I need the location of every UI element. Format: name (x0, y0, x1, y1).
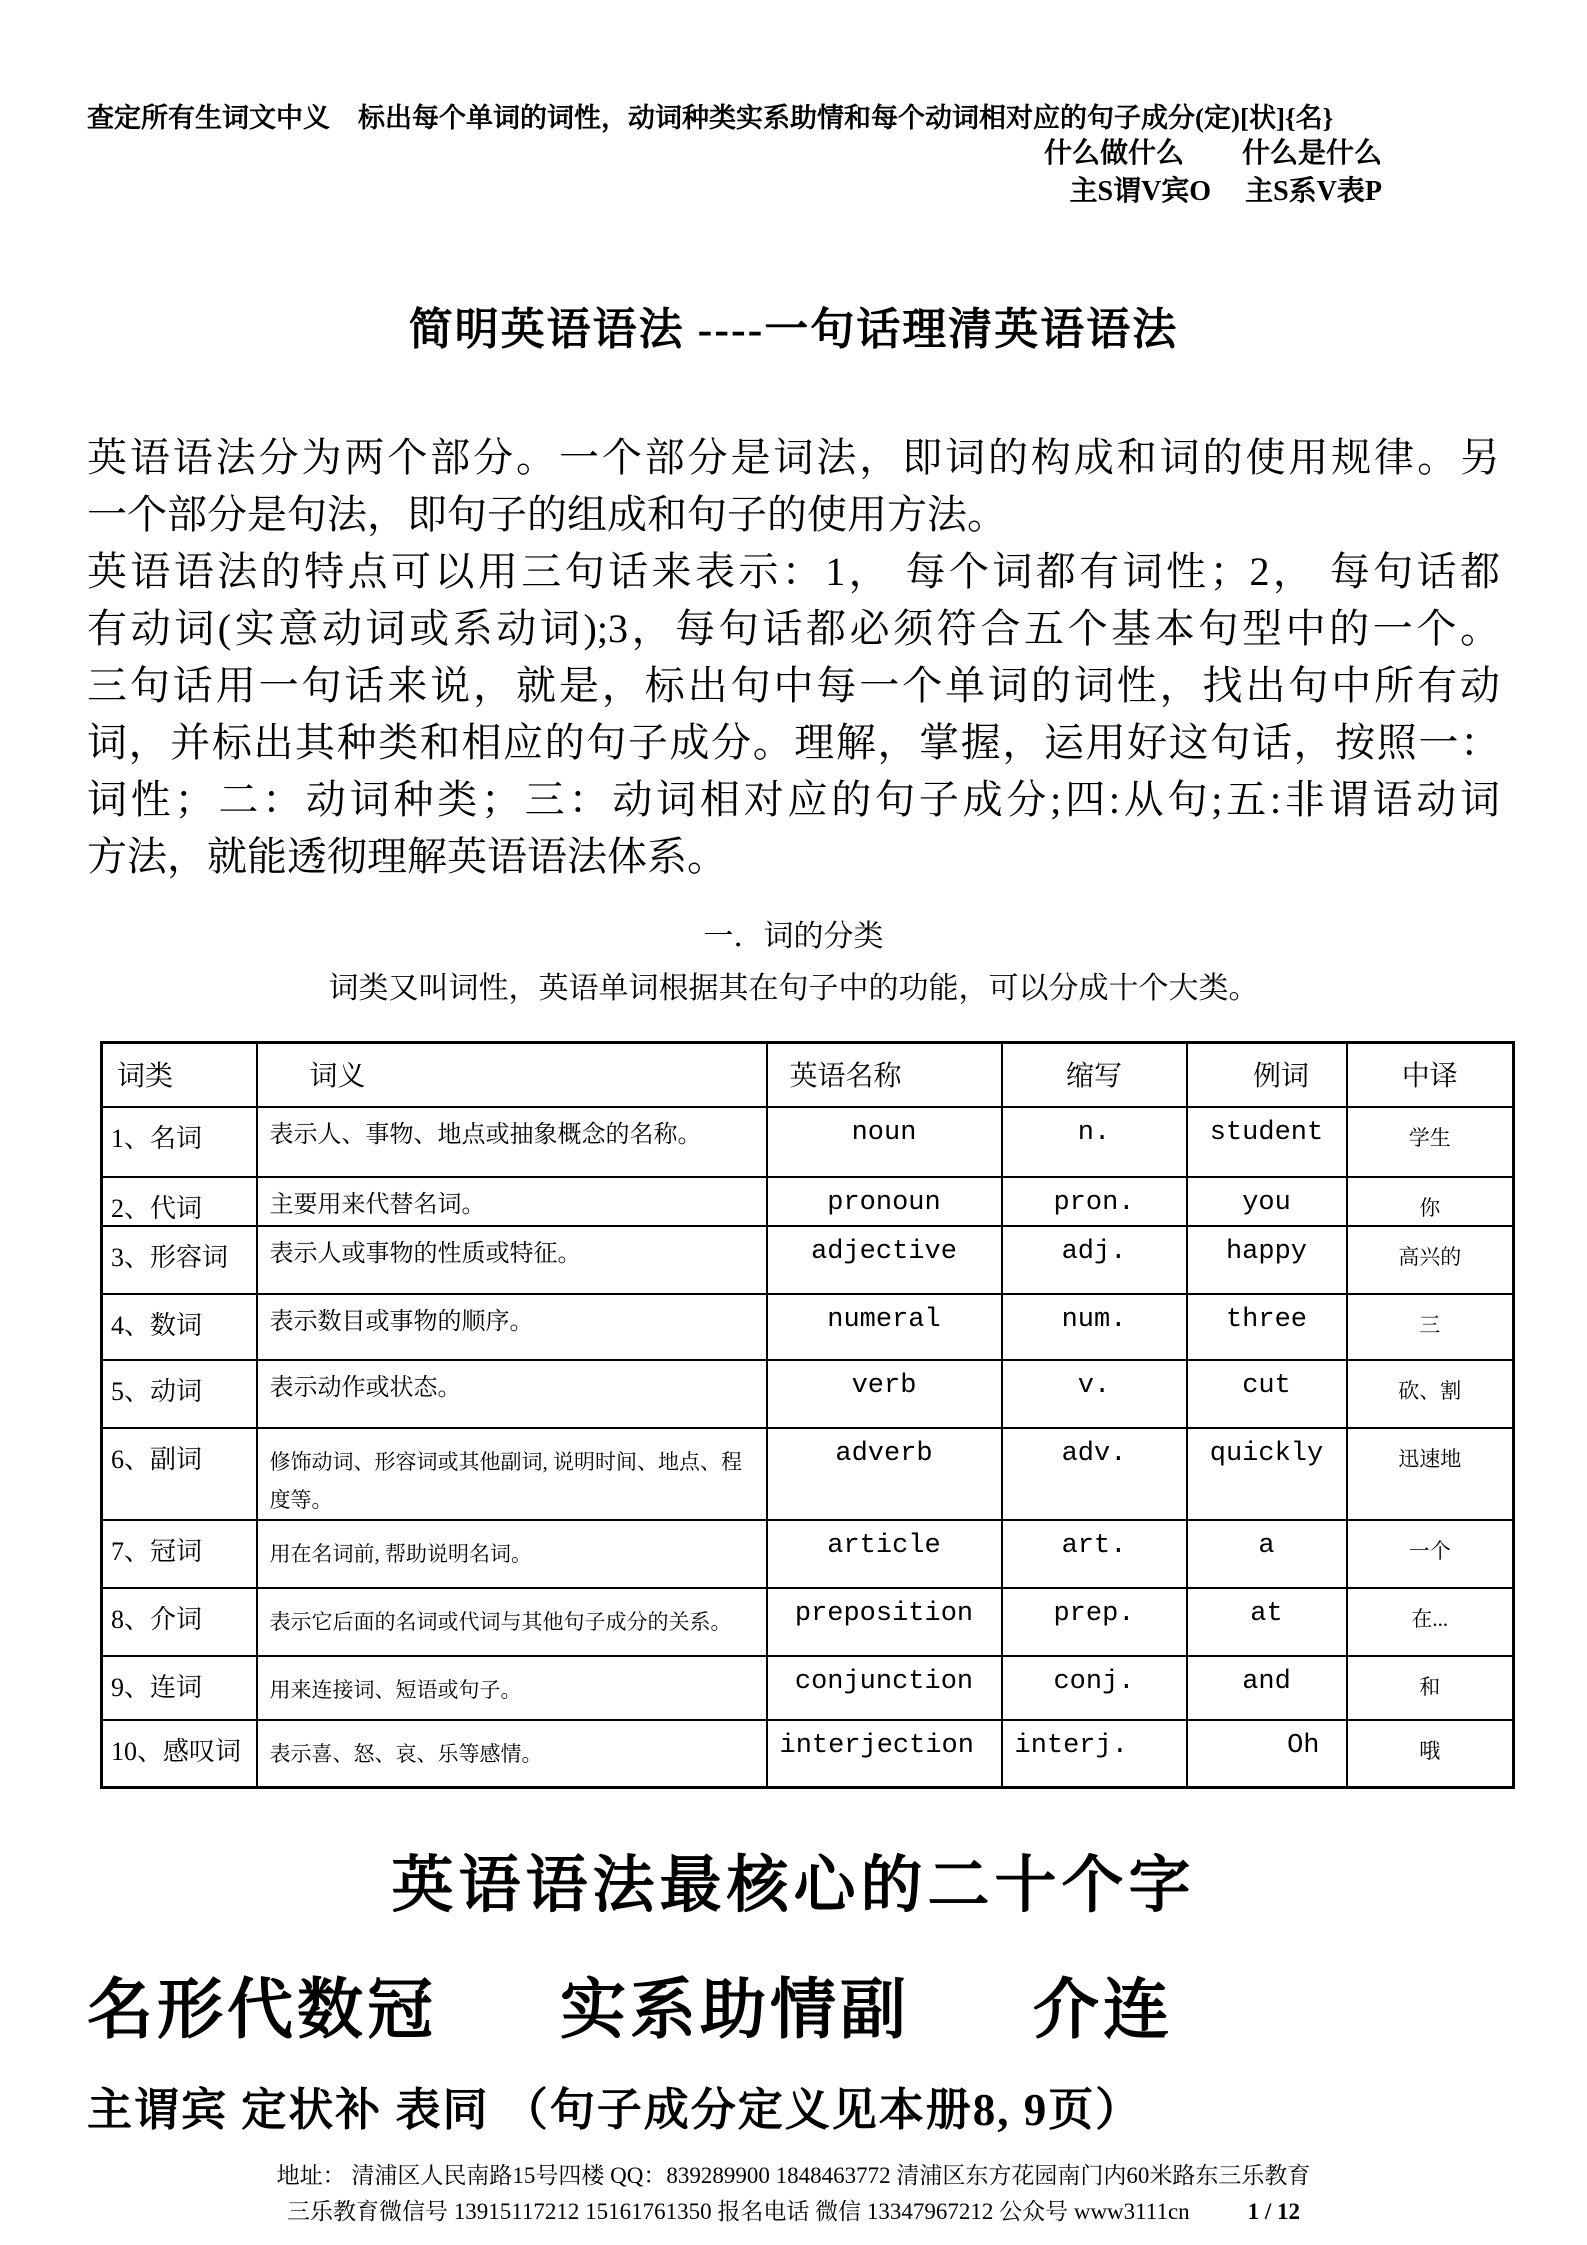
table-row (102, 1520, 1514, 1588)
col-header-translation: 中译 (1347, 1043, 1514, 1107)
footer-contact-line (87, 2194, 1500, 2230)
table-row (102, 1226, 1514, 1294)
example-cell: three (1187, 1294, 1347, 1360)
header-annotation (87, 96, 1500, 211)
table-row (102, 1588, 1514, 1656)
english-name-cell: pronoun (767, 1177, 1002, 1226)
meaning-cell: 表示它后面的名词或代词与其他句子成分的关系。 (257, 1588, 767, 1656)
table-row (102, 1720, 1514, 1788)
col-header-example: 例词 (1187, 1043, 1347, 1107)
abbreviation-cell: adv. (1002, 1428, 1187, 1520)
abbreviation-cell: art. (1002, 1520, 1187, 1588)
example-cell: cut (1187, 1360, 1347, 1428)
intro-line: 英语语法的特点可以用三句话来表示：1， 每个词都有词性；2， 每句话都 (87, 549, 1500, 594)
intro-line: 三句话用一句话来说，就是，标出句中每一个单词的词性，找出句中所有动 (87, 663, 1500, 708)
intro-line: 有动词(实意动词或系动词);3，每句话都必须符合五个基本句型中的一个。 (87, 606, 1500, 651)
word-class-cell: 9、连词 (102, 1656, 257, 1720)
meaning-cell: 表示动作或状态。 (257, 1360, 767, 1428)
english-name-cell: preposition (767, 1588, 1002, 1656)
english-name-cell: adverb (767, 1428, 1002, 1520)
translation-cell: 一个 (1347, 1520, 1514, 1588)
header-annotation-line-1 (87, 96, 1500, 135)
meaning-cell: 用在名词前, 帮助说明名词。 (257, 1520, 767, 1588)
core-title: 英语语法最核心的二十个字 (391, 1852, 1196, 1920)
abbreviation-cell: conj. (1002, 1656, 1187, 1720)
example-cell: student (1187, 1107, 1347, 1177)
core-twenty-chars: 名形代数冠 实系助情副 介连 (87, 1974, 1173, 2047)
intro-line: 一个部分是句法，即句子的组成和句子的使用方法。 (87, 492, 1007, 537)
table-row (102, 1107, 1514, 1177)
translation-cell: 和 (1347, 1656, 1514, 1720)
word-class-cell: 1、名词 (102, 1107, 257, 1177)
footer-contact-text: 三乐教育微信号 13915117212 15161761350 报名电话 微信 13347967212 公众号 www3111cn (286, 2199, 1190, 2224)
header-annotation-line-1-left: 查定所有生词文中义 (87, 103, 330, 133)
abbreviation-cell: interj. (1002, 1720, 1187, 1788)
example-cell: you (1187, 1177, 1347, 1226)
example-cell: quickly (1187, 1428, 1347, 1520)
intro-line: 词，并标出其种类和相应的句子成分。理解，掌握，运用好这句话，按照一： (87, 720, 1500, 765)
abbreviation-cell: adj. (1002, 1226, 1187, 1294)
core-sentence-elements: 主谓宾 定状补 表同 （句子成分定义见本册8, 9页） (87, 2085, 1143, 2135)
col-header-english-name: 英语名称 (767, 1043, 1002, 1107)
intro-line: 词性；二：动词种类；三：动词相对应的句子成分;四:从句;五:非谓语动词 (87, 777, 1500, 822)
translation-cell: 三 (1347, 1294, 1514, 1360)
table-row (102, 1360, 1514, 1428)
abbreviation-cell: pron. (1002, 1177, 1187, 1226)
header-annotation-line-2 (87, 135, 1500, 173)
translation-cell: 迅速地 (1347, 1428, 1514, 1520)
header-svo-formula: 主S谓V宾O (1069, 176, 1212, 207)
word-class-table (100, 1041, 1515, 1789)
word-class-cell: 5、动词 (102, 1360, 257, 1428)
header-svp-formula: 主S系V表P (1245, 176, 1382, 207)
section-subheading: 词类又叫词性，英语单词根据其在句子中的功能，可以分成十个大类。 (328, 972, 1259, 1005)
english-name-cell: adjective (767, 1226, 1002, 1294)
example-cell: and (1187, 1656, 1347, 1720)
footer-address-line: 地址： 清浦区人民南路15号四楼 QQ：839289900 1848463772 清浦区东方花园南门内60米路东三乐教育 (276, 2163, 1311, 2188)
header-annotation-line-1-right: 标出每个单词的词性，动词种类实系助情和每个动词相对应的句子成分(定)[状]{名} (358, 103, 1334, 133)
col-header-word-class: 词类 (102, 1043, 257, 1107)
english-name-cell: noun (767, 1107, 1002, 1177)
meaning-cell: 表示数目或事物的顺序。 (257, 1294, 767, 1360)
meaning-cell: 表示人、事物、地点或抽象概念的名称。 (257, 1107, 767, 1177)
meaning-cell: 用来连接词、短语或句子。 (257, 1656, 767, 1720)
page-number: 1 / 12 (1247, 2199, 1301, 2224)
english-name-cell: article (767, 1520, 1002, 1588)
abbreviation-cell: n. (1002, 1107, 1187, 1177)
intro-line: 英语语法分为两个部分。一个部分是词法，即词的构成和词的使用规律。另 (87, 435, 1500, 480)
abbreviation-cell: num. (1002, 1294, 1187, 1360)
intro-line: 方法，就能透彻理解英语语法体系。 (87, 834, 727, 879)
word-class-cell: 2、代词 (102, 1177, 257, 1226)
table-row (102, 1428, 1514, 1520)
word-class-cell: 4、数词 (102, 1294, 257, 1360)
abbreviation-cell: v. (1002, 1360, 1187, 1428)
meaning-cell: 表示喜、怒、哀、乐等感情。 (257, 1720, 767, 1788)
intro-paragraphs (87, 429, 1500, 885)
word-class-cell: 7、冠词 (102, 1520, 257, 1588)
english-name-cell: conjunction (767, 1656, 1002, 1720)
example-cell: a (1187, 1520, 1347, 1588)
col-header-abbreviation: 缩写 (1002, 1043, 1187, 1107)
col-header-meaning: 词义 (257, 1043, 767, 1107)
table-row (102, 1656, 1514, 1720)
abbreviation-cell: prep. (1002, 1588, 1187, 1656)
page-footer (87, 2158, 1500, 2230)
meaning-cell: 修饰动词、形容词或其他副词, 说明时间、地点、程度等。 (257, 1428, 767, 1520)
document-title: 简明英语语法 ----一句话理清英语语法 (408, 305, 1179, 354)
english-name-cell: interjection (767, 1720, 1002, 1788)
english-name-cell: verb (767, 1360, 1002, 1428)
example-cell: happy (1187, 1226, 1347, 1294)
translation-cell: 哦 (1347, 1720, 1514, 1788)
section-heading: 一．词的分类 (703, 920, 884, 953)
word-class-cell: 6、副词 (102, 1428, 257, 1520)
word-class-cell: 3、形容词 (102, 1226, 257, 1294)
word-class-cell: 10、感叹词 (102, 1720, 257, 1788)
translation-cell: 学生 (1347, 1107, 1514, 1177)
translation-cell: 你 (1347, 1177, 1514, 1226)
table-header-row (102, 1043, 1514, 1107)
meaning-cell: 主要用来代替名词。 (257, 1177, 767, 1226)
example-cell: Oh (1187, 1720, 1347, 1788)
meaning-cell: 表示人或事物的性质或特征。 (257, 1226, 767, 1294)
translation-cell: 在... (1347, 1588, 1514, 1656)
english-name-cell: numeral (767, 1294, 1002, 1360)
header-what-does-what: 什么做什么 (1043, 138, 1184, 169)
translation-cell: 砍、割 (1347, 1360, 1514, 1428)
header-annotation-line-3 (87, 173, 1500, 211)
example-cell: at (1187, 1588, 1347, 1656)
table-row (102, 1294, 1514, 1360)
table-row (102, 1177, 1514, 1226)
translation-cell: 高兴的 (1347, 1226, 1514, 1294)
word-class-cell: 8、介词 (102, 1588, 257, 1656)
header-what-is-what: 什么是什么 (1241, 138, 1382, 169)
